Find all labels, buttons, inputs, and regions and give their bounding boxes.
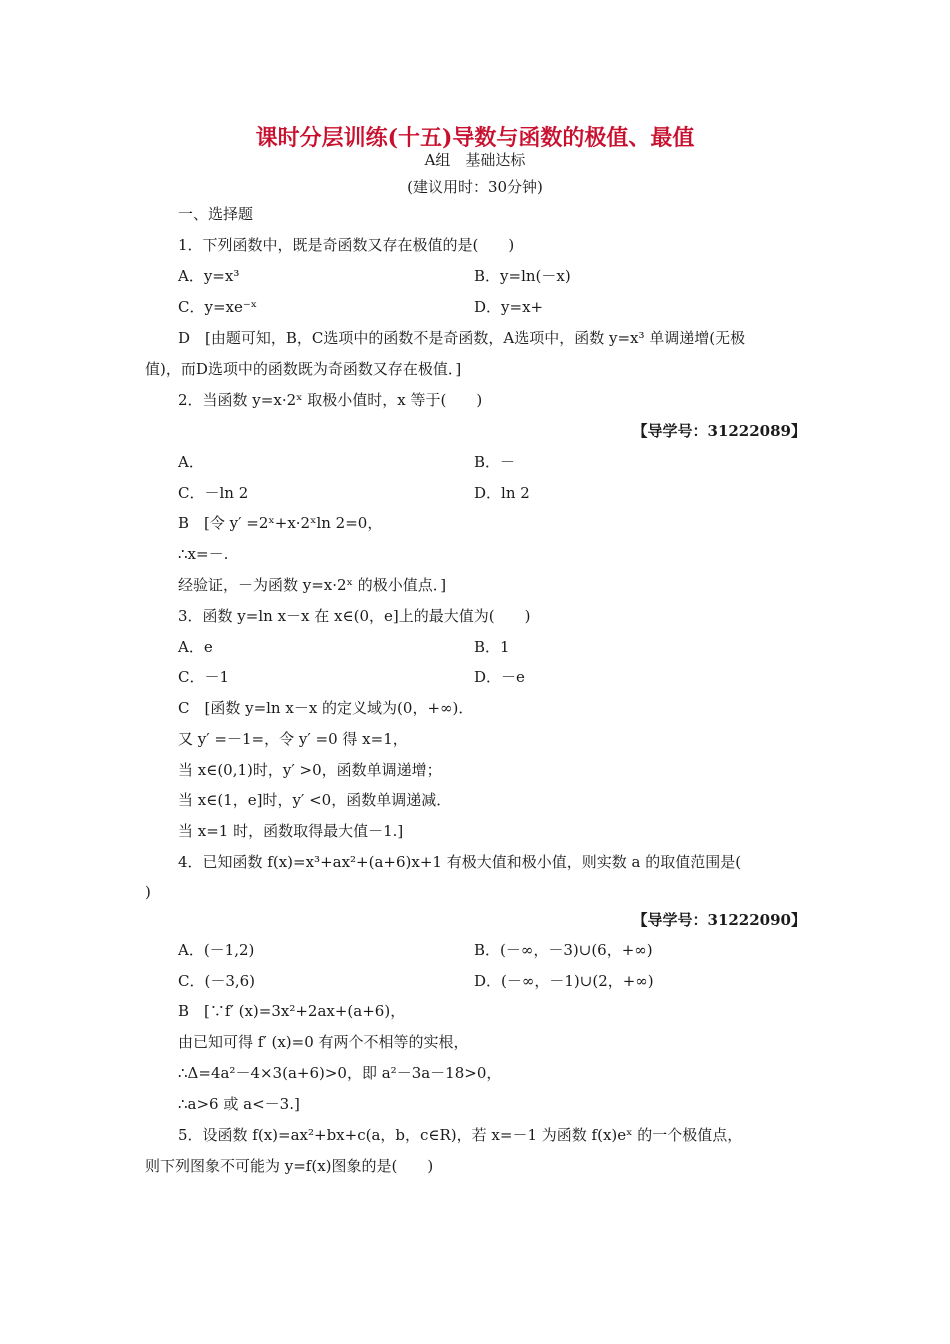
q1-answer-line-1: D [由题可知，B，C选项中的函数不是奇函数，A选项中，函数 y=x³ 单调递增(无极 (178, 329, 746, 347)
q3-answer-line-1: C [函数 y=ln x－x 的定义域为(0，+∞)． (178, 699, 474, 717)
q3-answer-line-2: 又 y′ =－1=，令 y′ =0 得 x=1， (178, 730, 408, 748)
q2-guide-number: 【导学号：31222089】 (632, 422, 806, 440)
q3-answer-line-5: 当 x=1 时，函数取得最大值－1.] (178, 822, 404, 840)
time-suggestion: (建议用时：30分钟) (407, 178, 543, 196)
question-3: 3．函数 y=ln x－x 在 x∈(0，e]上的最大值为( ) (178, 607, 531, 625)
question-4-line-1: 4．已知函数 f(x)=x³+ax²+(a+6)x+1 有极大值和极小值，则实数 a 的取值范围是( (178, 853, 742, 871)
q4-option-c: C．(－3,6) (178, 972, 256, 990)
question-5-line-2: 则下列图象不可能为 y=f(x)图象的是( ) (145, 1157, 434, 1175)
q3-option-b: B．1 (474, 638, 510, 656)
q1-option-a: A．y=x³ (178, 267, 240, 285)
q4-option-d: D．(－∞，－1)∪(2，+∞) (474, 972, 654, 990)
q4-answer-line-4: ∴a>6 或 a<－3.] (178, 1095, 300, 1113)
q2-option-a: A． (178, 453, 204, 471)
q1-option-d: D．y=x+ (474, 298, 544, 316)
q3-option-a: A．e (178, 638, 213, 656)
q4-option-b: B．(－∞，－3)∪(6，+∞) (474, 941, 653, 959)
q4-answer-line-1: B [∵f′ (x)=3x²+2ax+(a+6)， (178, 1002, 406, 1020)
q3-option-d: D．－e (474, 668, 525, 686)
q2-option-c: C．－ln 2 (178, 484, 249, 502)
q4-option-a: A．(－1,2) (178, 941, 255, 959)
group-heading: A组 基础达标 (424, 151, 526, 169)
page-title: 课时分层训练(十五)导数与函数的极值、最值 (255, 125, 695, 151)
q4-answer-line-2: 由已知可得 f′ (x)=0 有两个不相等的实根， (178, 1033, 469, 1051)
q2-answer-line-1: B [令 y′ =2ˣ+x·2ˣln 2=0， (178, 514, 383, 532)
section-heading: 一、选择题 (178, 205, 254, 223)
q1-answer-line-2: 值)，而D选项中的函数既为奇函数又存在极值．] (145, 360, 462, 378)
question-2: 2．当函数 y=x·2ˣ 取极小值时，x 等于( ) (178, 391, 483, 409)
q2-option-d: D．ln 2 (474, 484, 530, 502)
question-1: 1．下列函数中，既是奇函数又存在极值的是( ) (178, 236, 515, 254)
question-4-line-2: ) (145, 883, 151, 901)
q1-option-c: C．y=xe⁻ˣ (178, 298, 258, 316)
q3-answer-line-3: 当 x∈(0,1)时，y′ >0，函数单调递增； (178, 761, 442, 779)
q1-option-b: B．y=ln(－x) (474, 267, 571, 285)
q4-guide-number: 【导学号：31222090】 (632, 911, 806, 929)
q2-option-b: B．－ (474, 453, 516, 471)
q4-answer-line-3: ∴Δ=4a²－4×3(a+6)>0，即 a²－3a－18>0， (178, 1064, 502, 1082)
q3-option-c: C．－1 (178, 668, 230, 686)
q2-answer-line-2: ∴x=－. (178, 545, 229, 563)
q3-answer-line-4: 当 x∈(1，e]时，y′ <0，函数单调递减． (178, 791, 452, 809)
question-5-line-1: 5．设函数 f(x)=ax²+bx+c(a，b，c∈R)，若 x=－1 为函数 f(x)eˣ 的一个极值点， (178, 1126, 743, 1144)
q2-answer-line-3: 经验证，－为函数 y=x·2ˣ 的极小值点．] (178, 576, 447, 594)
